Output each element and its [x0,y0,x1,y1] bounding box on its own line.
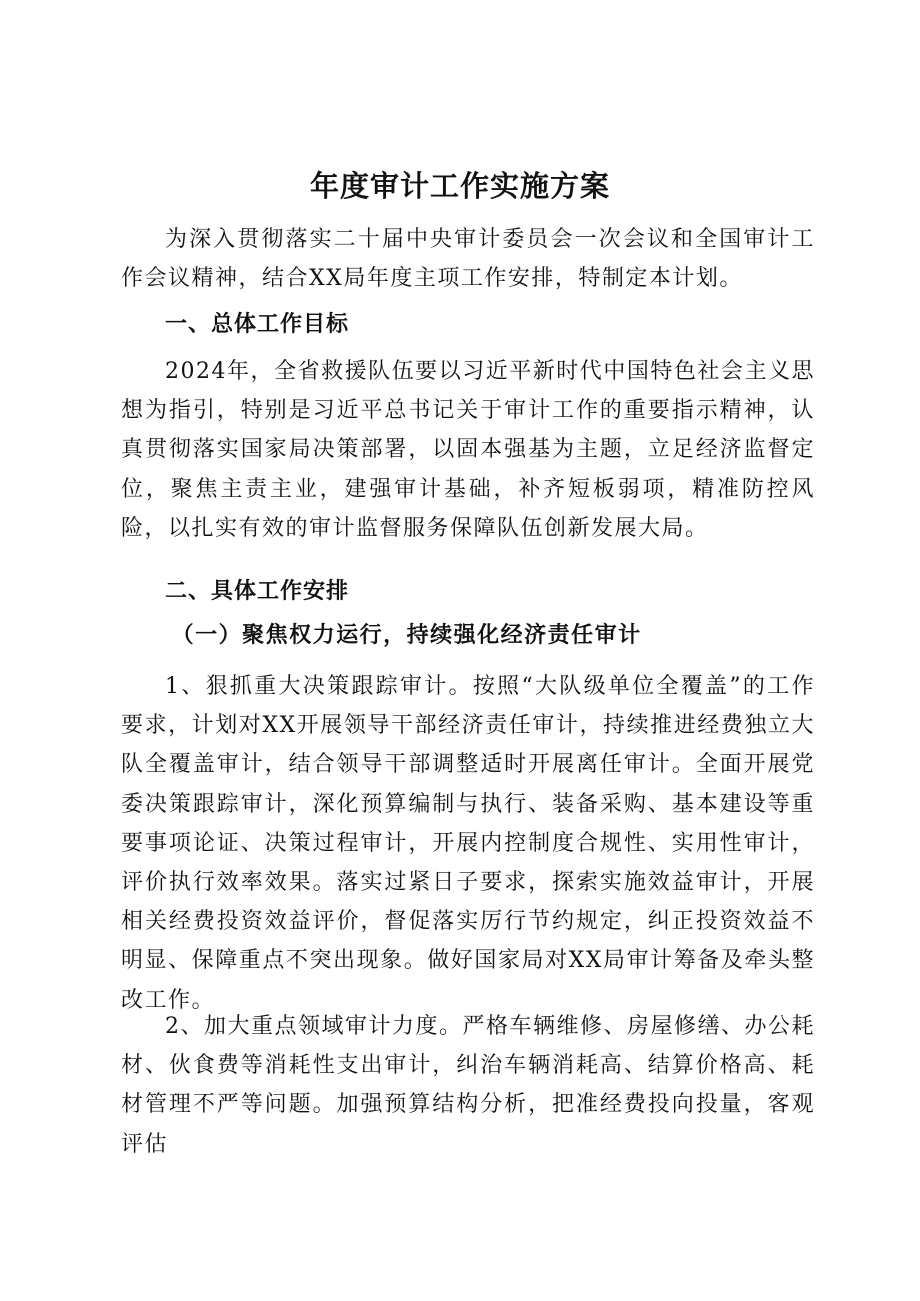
subsection-1-heading: （一）聚焦权力运行，持续强化经济责任审计 [171,622,642,648]
section-1-paragraph: 2024年，全省救援队伍要以习近平新时代中国特色社会主义思想为指引，特别是习近平总书记关于审计工作的重要指示精神，认真贯彻落实国家局决策部署，以固本强基为主题，立足经济监督定位，聚焦主责主业，建强审计基础，补齐短板弱项，精准防控风险，以扎实有效的审计监督服务保障队伍创新发展大局。 [121,359,815,541]
section-1-heading: 一、总体工作目标 [165,312,350,337]
document-title: 年度审计工作实施方案 [309,169,610,203]
intro-paragraph: 为深入贯彻落实二十届中央审计委员会一次会议和全国审计工作会议精神，结合XX局年度主项工作安排，特制定本计划。 [121,227,815,292]
item-2-paragraph: 2、加大重点领域审计力度。严格车辆维修、房屋修缮、办公耗材、伙食费等消耗性支出审计，纠治车辆消耗高、结算价格高、耗材管理不严等问题。加强预算结构分析，把准经费投向投量，客观评估 [121,1014,815,1157]
item-1-paragraph: 1、狠抓重大决策跟踪审计。按照“大队级单位全覆盖”的工作要求，计划对XX开展领导干部经济责任审计，持续推进经费独立大队全覆盖审计，结合领导干部调整适时开展离任审计。全面开展党委决策跟踪审计，深化预算编制与执行、装备采购、基本建设等重要事项论证、决策过程审计，开展内控制度合规性、实用性审计，评价执行效率效果。落实过紧日子要求，探索实施效益审计，开展相关经费投资效益评价，督促落实厉行节约规定，纠正投资效益不明显、保障重点不突出现象。做好国家局对XX局审计筹备及牵头整改工作。 [121,674,815,1013]
section-2-heading: 二、具体工作安排 [165,579,350,604]
